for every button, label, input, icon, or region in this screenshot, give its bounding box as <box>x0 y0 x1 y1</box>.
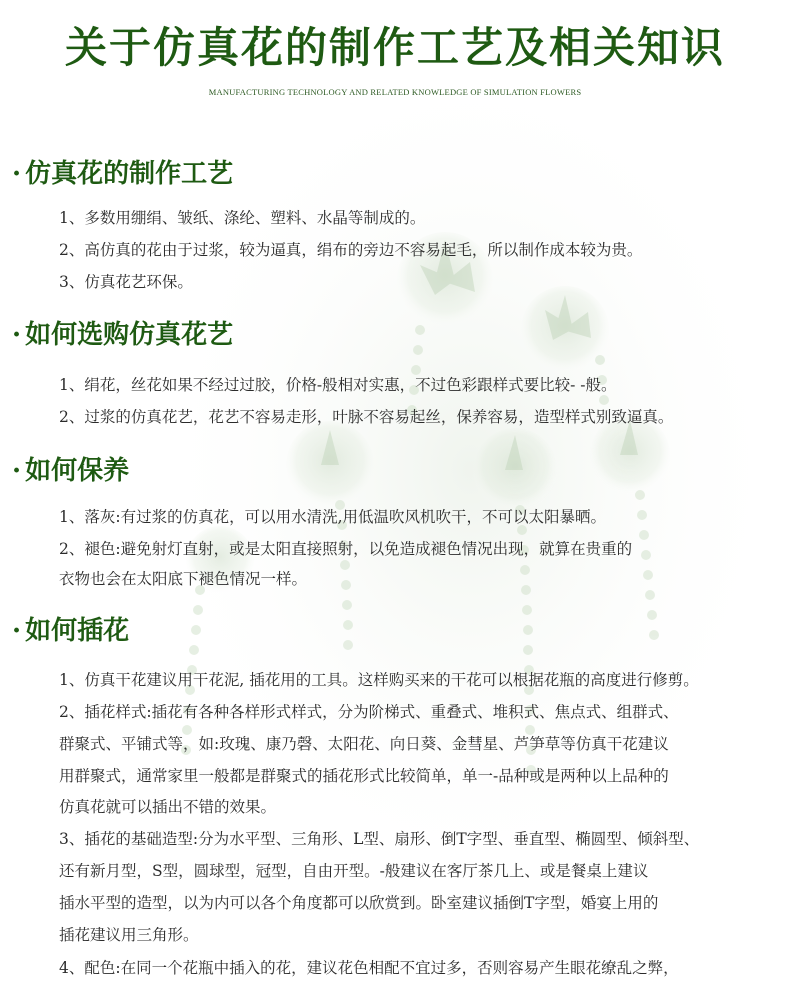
section-heading-text: 仿真花的制作工艺 <box>25 159 234 189</box>
section-line: 2、插花样式:插花有各种各样形式样式，分为阶梯式、重叠式、堆积式、焦点式、组群式、 <box>59 703 679 721</box>
section-heading-text: 如何保养 <box>25 456 130 486</box>
section-line: 仿真花就可以插出不错的效果。 <box>59 798 277 816</box>
section-heading-buying <box>12 319 233 351</box>
section-line: 3、插花的基础造型:分为水平型、三角形、L型、扇形、倒T字型、垂直型、椭圆型、倾斜型、 <box>59 830 700 848</box>
section-line: 群聚式、平铺式等，如:玫瑰、康乃磬、太阳花、向日葵、金彗星、芦笋草等仿真干花建议 <box>59 735 669 753</box>
section-line: 插水平型的造型，以为内可以各个角度都可以欣赏到。卧室建议插倒T字型，婚宴上用的 <box>59 894 659 912</box>
section-line: 2、褪色:避免射灯直射，或是太阳直接照射，以免造成褪色情况出现，就算在贵重的 <box>59 540 633 558</box>
section-line: 1、多数用绷绢、皱纸、涤纶、塑料、水晶等制成的。 <box>59 209 426 227</box>
bullet-dot-icon: · <box>12 320 22 350</box>
section-line: 1、绢花，丝花如果不经过过胶，价格-般相对实惠，不过色彩跟样式要比较- -般。 <box>59 376 617 394</box>
section-line: 1、仿真干花建议用干花泥, 插花用的工具。这样购买来的干花可以根据花瓶的高度进行修剪。 <box>59 671 699 689</box>
section-line: 插花建议用三角形。 <box>59 926 199 944</box>
section-line: 2、过浆的仿真花艺，花艺不容易走形，叶脉不容易起丝，保养容易，造型样式别致逼真。 <box>59 408 674 426</box>
section-line: 1、落灰:有过浆的仿真花，可以用水清洗,用低温吹风机吹干，不可以太阳暴晒。 <box>59 508 607 526</box>
bullet-dot-icon: · <box>12 159 22 189</box>
page-subtitle: MANUFACTURING TECHNOLOGY AND RELATED KNOWLEDGE OF SIMULATION FLOWERS <box>208 87 582 97</box>
section-heading-craft <box>12 158 233 190</box>
section-line: 用群聚式，通常家里一般都是群聚式的插花形式比较简单，单一-品种或是两种以上品种的 <box>59 767 669 785</box>
section-heading-care <box>12 455 129 487</box>
section-line: 3、仿真花艺环保。 <box>59 273 193 291</box>
section-line: 衣物也会在太阳底下褪色情况一样。 <box>59 570 308 588</box>
bullet-dot-icon: · <box>12 616 22 646</box>
section-heading-text: 如何插花 <box>25 616 130 646</box>
section-heading-arranging <box>12 615 129 647</box>
section-line: 2、高仿真的花由于过浆，较为逼真，绢布的旁边不容易起毛，所以制作成本较为贵。 <box>59 241 643 259</box>
section-line: 还有新月型，S型，圆球型，冠型，自由开型。-般建议在客厅茶几上、或是餐桌上建议 <box>59 862 649 880</box>
section-heading-text: 如何选购仿真花艺 <box>25 320 234 350</box>
section-line: 4、配色:在同一个花瓶中插入的花，建议花色相配不宜过多，否则容易产生眼花缭乱之弊， <box>59 959 679 977</box>
page-title: 关于仿真花的制作工艺及相关知识 <box>64 23 725 72</box>
bullet-dot-icon: · <box>12 456 22 486</box>
